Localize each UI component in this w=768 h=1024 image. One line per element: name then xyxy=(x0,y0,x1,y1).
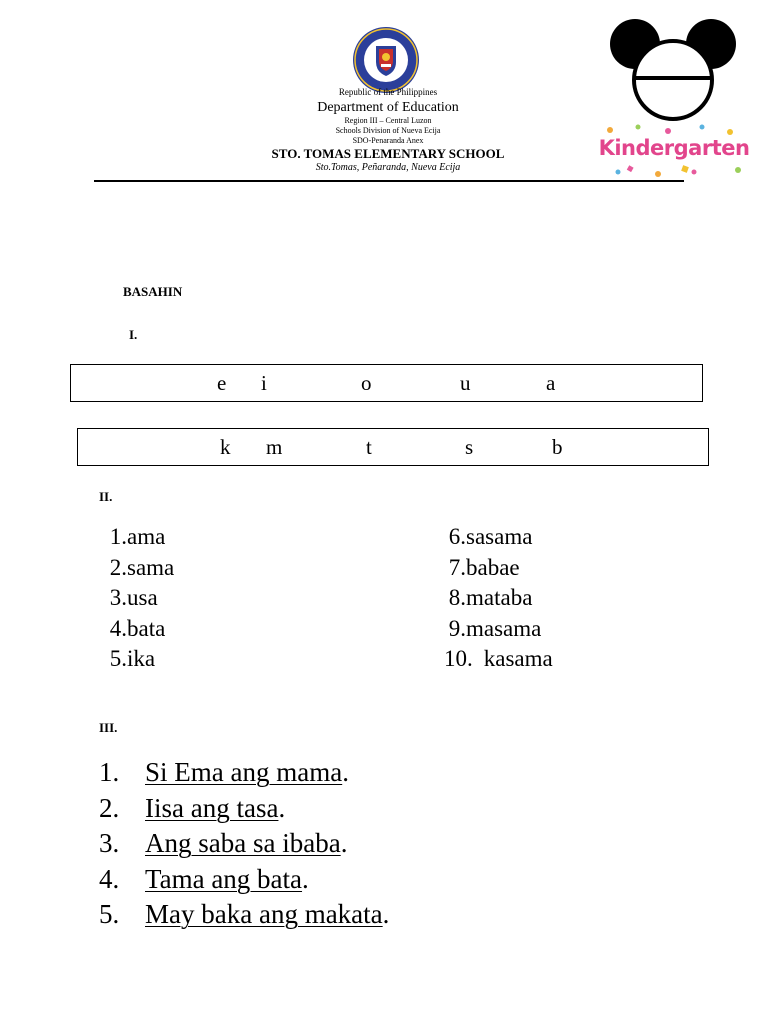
list-item xyxy=(444,583,553,614)
sentence-number: 5. xyxy=(99,899,120,929)
consonant-letter: b xyxy=(552,435,563,459)
sentence-item xyxy=(99,755,389,791)
sentence-period: . xyxy=(340,828,348,858)
deped-seal xyxy=(352,26,420,94)
list-item xyxy=(105,614,174,645)
item-word: sama xyxy=(127,554,175,580)
section-3-label: III. xyxy=(99,720,118,735)
header-address: Sto.Tomas, Peñaranda, Nueva Ecija xyxy=(315,162,461,173)
sentence-number: 2. xyxy=(99,792,120,823)
item-word: sasama xyxy=(466,524,533,549)
sentence-number: 1. xyxy=(99,757,120,787)
item-number: 8. xyxy=(448,585,466,611)
header-division: Schools Division of Nueva Ecija xyxy=(335,126,441,135)
vowel-letter: a xyxy=(546,371,556,395)
list-item xyxy=(105,583,174,614)
sentence-list xyxy=(99,755,389,933)
item-number: 10. xyxy=(444,646,473,672)
word-list-right xyxy=(444,522,553,675)
kindergarten-wordmark: Kindergarten xyxy=(598,136,750,160)
item-word: ama xyxy=(127,524,166,549)
consonant-letter: t xyxy=(366,435,372,459)
item-number: 1. xyxy=(109,524,127,549)
sentence-text: Ang saba sa ibaba xyxy=(145,828,341,858)
item-word: mataba xyxy=(466,585,533,611)
list-item xyxy=(105,522,174,553)
mouse-ears-image xyxy=(607,14,739,122)
sentence-number: 3. xyxy=(99,828,120,858)
sentence-item xyxy=(99,862,389,898)
sentence-item xyxy=(99,826,389,862)
list-item xyxy=(444,644,553,675)
list-item xyxy=(444,553,553,584)
section-1-label: I. xyxy=(129,327,138,342)
item-word: babae xyxy=(466,554,520,580)
list-item xyxy=(105,644,174,675)
worksheet-title: BASAHIN xyxy=(123,284,183,299)
consonant-letter: s xyxy=(465,435,474,459)
sentence-period: . xyxy=(302,863,309,894)
sentence-number: 4. xyxy=(99,863,120,894)
item-word: usa xyxy=(127,585,158,611)
sentence-text: May baka ang makata xyxy=(145,899,383,929)
item-number: 4. xyxy=(109,615,127,641)
section-2-label: II. xyxy=(99,489,113,504)
item-number: 6. xyxy=(448,524,466,549)
sentence-period: . xyxy=(382,899,390,929)
item-number: 2. xyxy=(109,554,127,580)
list-item xyxy=(444,614,553,645)
vowels-box xyxy=(70,364,703,402)
header-divider xyxy=(94,180,684,182)
consonant-letter: m xyxy=(266,435,283,459)
sentence-text: Tama ang bata xyxy=(145,863,303,894)
vowel-letter: u xyxy=(460,371,471,395)
item-word: kasama xyxy=(483,646,553,672)
item-word: bata xyxy=(127,615,166,641)
sentence-text: Si Ema ang mama xyxy=(145,757,343,787)
item-word: ika xyxy=(127,646,156,672)
item-number: 9. xyxy=(448,615,466,641)
kindergarten-logo xyxy=(598,122,750,180)
word-list-left xyxy=(105,522,174,675)
sentence-period: . xyxy=(342,757,349,787)
header-republic: Republic of the Philippines xyxy=(338,87,438,97)
header-department: Department of Education xyxy=(317,100,459,115)
vowel-letter: e xyxy=(217,371,227,395)
header-region: Region III – Central Luzon xyxy=(344,116,432,125)
item-number: 3. xyxy=(109,585,127,611)
sentence-item xyxy=(99,897,389,933)
consonant-letter: k xyxy=(220,435,231,459)
sentence-period: . xyxy=(278,792,286,823)
header-district: SDO-Penaranda Anex xyxy=(352,136,424,145)
item-word: masama xyxy=(466,615,542,641)
list-item xyxy=(444,522,553,553)
vowel-letter: i xyxy=(261,371,267,395)
item-number: 5. xyxy=(109,646,127,672)
item-number: 7. xyxy=(448,554,466,580)
sentence-item xyxy=(99,791,389,827)
consonants-box xyxy=(77,428,709,466)
sentence-text: Iisa ang tasa xyxy=(145,792,279,823)
list-item xyxy=(105,553,174,584)
header-school-name: STO. TOMAS ELEMENTARY SCHOOL xyxy=(271,146,505,161)
vowel-letter: o xyxy=(361,371,372,395)
